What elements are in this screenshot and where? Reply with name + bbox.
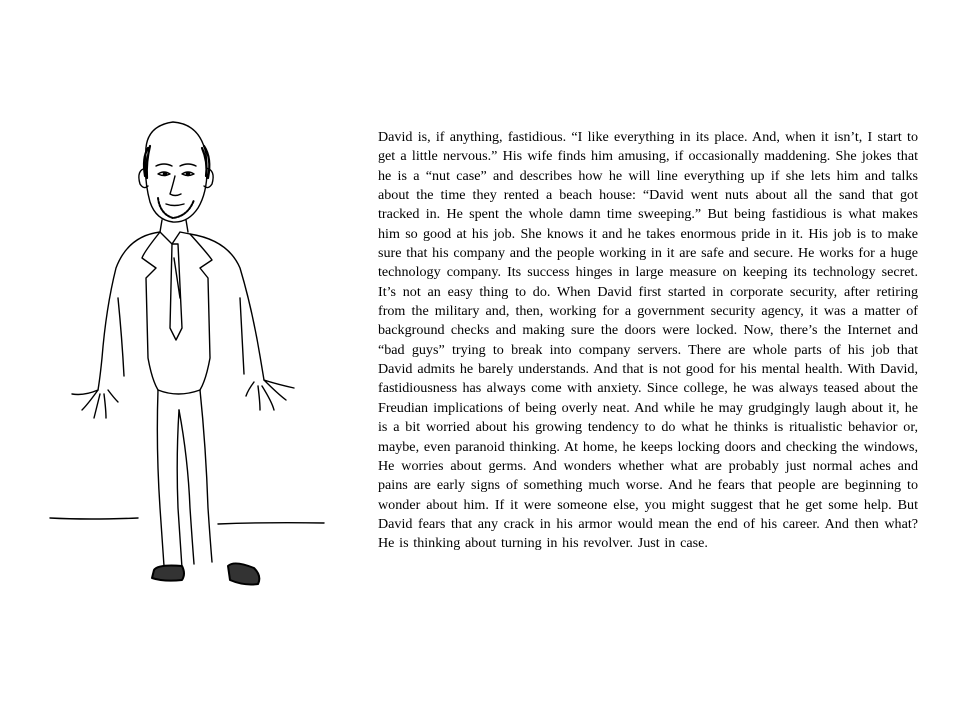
trouser-right-outer [200,390,212,562]
necktie [170,244,182,340]
shoe-right [228,563,259,584]
man-sketch-illustration [48,118,328,600]
eyebrow-left [156,164,172,166]
head-outline [146,122,208,222]
jacket-right-sleeve-outer [190,234,264,380]
hair-left [144,146,150,178]
hand-left [72,390,118,418]
pupil-left [163,172,166,175]
hair-right [202,146,209,178]
jacket-hem [158,390,200,394]
hand-right [246,380,294,410]
jacket-left-sleeve-outer [98,232,160,390]
beard [158,198,194,218]
trouser-left-outer [157,390,164,566]
trouser-right-inner [179,410,194,564]
jacket-left-lapel [142,232,160,390]
trouser-left-inner [177,410,182,568]
pupil-right [186,172,189,175]
sketch-drawing [48,118,328,600]
jacket-right-lapel [190,234,212,390]
nose [170,176,181,196]
eyebrow-right [180,164,196,166]
shoe-left [152,566,184,581]
story-paragraph: David is, if anything, fastidious. “I like everything in its place. And, when it isn’t, I start to get a little nervous.” His wife finds him amusing, if occasionally maddening. She jokes that he is a “nut case” and describes how he will line everything up if she lets him and talks about the time they rented a beach house: “David went nuts about all the sand that got tracked in. He spent the whole damn time sweeping.” But being fastidious is what makes him so good at his job. She knows it and he takes enormous pride in it. His job is to make sure that his company and the people working in it are safe and secure. He works for a huge technology company. Its success hinges in large measure on keeping its technology secret. It’s not an easy thing to do. When David first started in corporate security, after retiring from the military and, then, working for a government security agency, it was a matter of background checks and making sure the doors were locked. Now, there’s the Internet and “bad guys” trying to break into company servers. There are whole parts of his job that David admits he barely understands. And that is not good for his mental health. With David, fastidiousness has always come with anxiety. Since college, he was always teased about the Freudian implications of being overly neat. And while he may grudgingly laugh about it, he is a bit worried about his growing tendency to do what he thinks is ritualistic behavior or, maybe, even paranoid thinking. At home, he keeps locking doors and checking the windows, He worries about germs. And wonders whether what are probably just normal aches and pains are early signs of something much worse. And he fears that people are beginning to wonder about him. If it were someone else, you might suggest that he get some help. But David fears that any crack in his armor would mean the end of his career. And then what? He is thinking about turning in his revolver. Just in case. [378,129,918,552]
collar [160,232,190,244]
mouth [166,204,184,206]
ground-line-right [218,523,324,524]
ground-line-left [50,518,138,519]
